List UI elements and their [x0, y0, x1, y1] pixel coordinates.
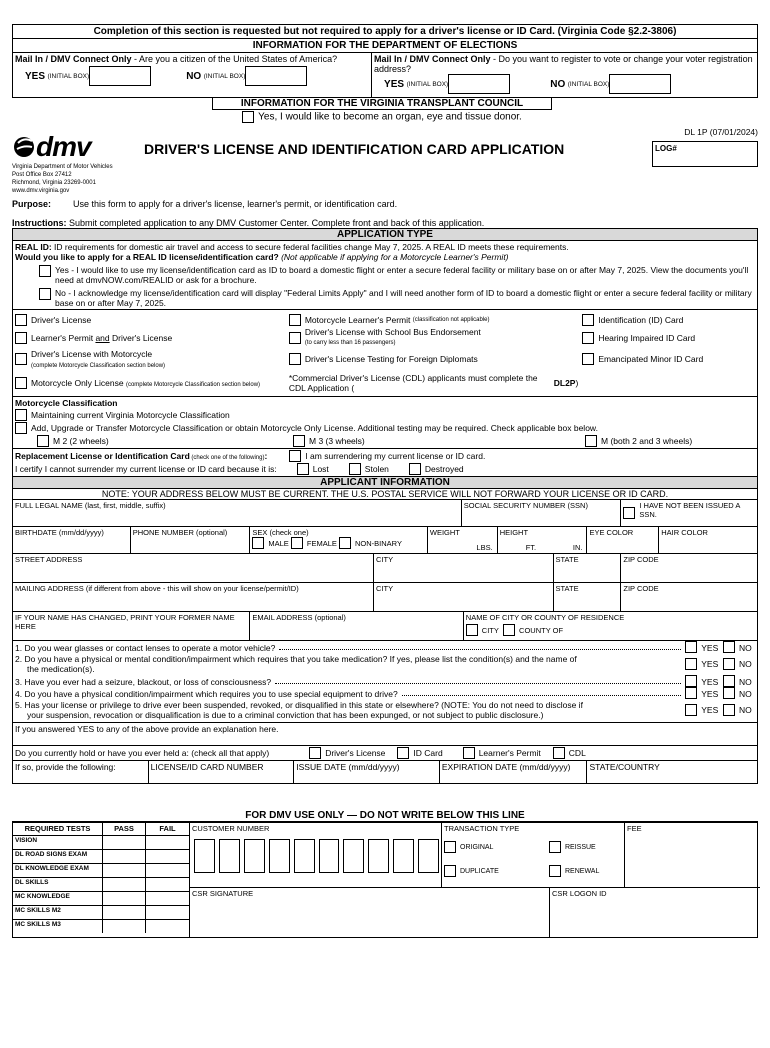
sex-label: SEX (check one): [252, 528, 309, 537]
email-label: EMAIL ADDRESS (optional): [252, 613, 346, 622]
test-fail-cell[interactable]: [146, 920, 189, 933]
original-label: ORIGINAL: [460, 843, 494, 851]
lbs-label: LBS.: [476, 543, 493, 552]
q1-no-checkbox[interactable]: [723, 641, 735, 653]
weight-label: WEIGHT: [429, 528, 460, 537]
applicant-note: NOTE: YOUR ADDRESS BELOW MUST BE CURRENT. THE U.S. POSTAL SERVICE WILL NOT FORWARD YOUR LICENSE OR ID CARD.: [13, 489, 757, 500]
customer-number-boxes[interactable]: [194, 839, 439, 873]
test-pass-cell[interactable]: [103, 864, 146, 877]
question-1: [15, 642, 755, 653]
held-id-checkbox[interactable]: [397, 747, 409, 759]
eye-color-field[interactable]: [587, 527, 659, 553]
realid-no-checkbox[interactable]: [39, 288, 51, 300]
test-dl-skills: DL SKILLS: [13, 878, 103, 891]
m-both-label: M (both 2 and 3 wheels): [601, 436, 693, 446]
question-2-text: 2. Do you have a physical or mental condition/impairment which requires that you take medication? If yes, please list the condition(s) and the name of: [15, 654, 577, 664]
zip-field[interactable]: [621, 554, 757, 582]
realid-no-text: No - I acknowledge my license/identification card will display "Federal Limits Apply" and I will need another form of ID to board a domestic flight or enter a secure federal facility or military base on or after May 7, 2025.: [55, 288, 752, 308]
held-state-field[interactable]: [587, 761, 757, 783]
test-pass-cell[interactable]: [103, 920, 146, 933]
mlp-label: Motorcycle Learner's Permit: [304, 315, 411, 325]
test-pass-cell[interactable]: [103, 836, 146, 849]
digit-box[interactable]: [393, 839, 414, 873]
held-provide-label: If so, provide the following:: [13, 761, 149, 783]
instructions: [12, 218, 758, 228]
street-label: STREET ADDRESS: [15, 555, 83, 564]
test-knowledge: DL KNOWLEDGE EXAM: [13, 864, 103, 877]
no-ssn-label: I HAVE NOT BEEN ISSUED A SSN.: [639, 501, 740, 519]
cdl-note-b: DL2P: [553, 378, 576, 388]
q5-yes-checkbox[interactable]: [685, 704, 697, 716]
cdl-note-a: *Commercial Driver's License (CDL) applicants must complete the CDL Application (: [288, 373, 538, 393]
certify-text: I certify I cannot surrender my current license or ID card because it is:: [15, 464, 277, 474]
application-type-section: [12, 228, 758, 397]
held-question: Do you currently hold or have you ever held a: (check all that apply): [15, 748, 270, 758]
register-yes-label: YES: [384, 78, 405, 90]
ft-label: FT.: [525, 543, 537, 552]
held-expiration-label: EXPIRATION DATE (mm/dd/yyyy): [441, 762, 571, 772]
fee-field[interactable]: [625, 823, 760, 887]
lp-dl-checkbox[interactable]: [15, 332, 27, 344]
test-pass-cell[interactable]: [103, 878, 146, 891]
lp-dl-label-a: Learner's Permit: [31, 333, 96, 343]
realid-info: [13, 241, 757, 309]
question-4-text: 4. Do you have a physical condition/impairment which requires you to use special equipment to drive?: [15, 689, 398, 699]
weight-field[interactable]: [428, 527, 498, 553]
q4-no-checkbox[interactable]: [723, 687, 735, 699]
m2-checkbox[interactable]: [37, 435, 49, 447]
q5-no-label: NO: [739, 705, 752, 715]
surrender-label: I am surrendering my current license or ID card.: [305, 451, 486, 461]
duplicate-label: DUPLICATE: [460, 867, 499, 875]
medical-questions: [13, 641, 757, 722]
test-pass-cell[interactable]: [103, 892, 146, 905]
test-road-signs: DL ROAD SIGNS EXAM: [13, 850, 103, 863]
citizen-yes-label: YES: [25, 70, 46, 82]
lp-dl-label-c: Driver's License: [109, 333, 173, 343]
birthdate-label: BIRTHDATE (mm/dd/yyyy): [15, 528, 104, 537]
q4-no-label: NO: [739, 689, 752, 699]
cdl-note: [289, 371, 578, 395]
form-title: DRIVER'S LICENSE AND IDENTIFICATION CARD APPLICATION: [144, 141, 565, 157]
explanation-field[interactable]: [13, 722, 757, 745]
q4-yes-checkbox[interactable]: [685, 687, 697, 699]
register-question-text: - Do you want to register to vote or change your voter registration address?: [374, 54, 753, 74]
mlp-checkbox[interactable]: [289, 314, 301, 326]
height-field[interactable]: [498, 527, 588, 553]
q3-no-label: NO: [739, 677, 752, 687]
register-no-hint: (INITIAL BOX): [567, 80, 610, 88]
test-pass-cell[interactable]: [103, 850, 146, 863]
emancipated-id-checkbox[interactable]: [582, 353, 594, 365]
moto-section: [12, 397, 758, 449]
citizen-no-label: NO: [186, 70, 202, 82]
renewal-label: RENEWAL: [565, 867, 600, 875]
digit-box[interactable]: [418, 839, 439, 873]
q2-yes-checkbox[interactable]: [685, 658, 697, 670]
original-checkbox[interactable]: [444, 841, 456, 853]
q3-yes-label: YES: [701, 677, 719, 687]
test-fail-cell[interactable]: [146, 850, 189, 863]
hair-color-field[interactable]: [659, 527, 757, 553]
former-name-label: IF YOUR NAME HAS CHANGED, PRINT YOUR FORMER NAME HERE: [15, 613, 235, 631]
m3-label: M 3 (3 wheels): [309, 436, 365, 446]
question-5: [15, 699, 755, 721]
q5-no-checkbox[interactable]: [723, 704, 735, 716]
city-field[interactable]: [374, 554, 554, 582]
question-5-text: 5. Has your license or privilege to drive ever been suspended, revoked, or disqualified in this state or elsewhere? (NOTE: You do not need to disclose if: [15, 700, 583, 710]
citizen-no-initial-box[interactable]: [245, 66, 307, 86]
mailing-field[interactable]: [13, 583, 374, 611]
lost-label: Lost: [312, 464, 329, 474]
address-line-1: Virginia Department of Motor Vehicles: [12, 164, 113, 170]
full-name-field[interactable]: [13, 500, 462, 526]
moto-title: Motorcycle Classification: [15, 398, 118, 408]
moto-only-label: Motorcycle Only License: [31, 378, 124, 388]
state-label: STATE: [555, 555, 579, 564]
question-4: [15, 687, 755, 699]
renewal-checkbox[interactable]: [549, 865, 561, 877]
no-ssn-checkbox[interactable]: [623, 507, 635, 519]
q5-yes-label: YES: [701, 705, 719, 715]
csr-signature-field[interactable]: [190, 888, 550, 937]
residence-county-checkbox[interactable]: [503, 624, 515, 636]
school-bus-label: Driver's License with School Bus Endorsement: [304, 327, 481, 337]
street-field[interactable]: [13, 554, 374, 582]
mailing-city-field[interactable]: [374, 583, 554, 611]
moto-maintain-label: Maintaining current Virginia Motorcycle Classification: [31, 410, 230, 420]
realid-text: ID requirements for domestic air travel and access to secure federal facilities change May 7, 2025. A REAL ID meets these requirements.: [51, 242, 569, 252]
lp-dl-label-b: and: [95, 333, 110, 343]
destroyed-checkbox[interactable]: [409, 463, 421, 475]
nonbinary-checkbox[interactable]: [339, 537, 351, 549]
register-question-bold: Mail In / DMV Connect Only: [374, 54, 491, 64]
diplomat-checkbox[interactable]: [289, 353, 301, 365]
residence-city-checkbox[interactable]: [466, 624, 478, 636]
mailing-state-field[interactable]: [554, 583, 622, 611]
lp-dl-label: [31, 333, 172, 343]
voter-banner: Completion of this section is requested but not required to apply for a driver's license or ID Card. (Virginia Code §2.2-3806): [13, 25, 757, 39]
held-expiration-field[interactable]: [440, 761, 588, 783]
sex-field: [250, 527, 428, 553]
realid-yes-checkbox[interactable]: [39, 265, 51, 277]
digit-box[interactable]: [219, 839, 240, 873]
test-fail-cell[interactable]: [146, 878, 189, 891]
replacement-title-note: (check one of the following): [189, 455, 265, 461]
school-bus-checkbox[interactable]: [289, 332, 301, 344]
m-both-checkbox[interactable]: [585, 435, 597, 447]
held-issue-date-field[interactable]: [294, 761, 440, 783]
zip-label: ZIP CODE: [623, 555, 659, 564]
held-issue-date-label: ISSUE DATE (mm/dd/yyyy): [296, 762, 400, 772]
id-card-label: Identification (ID) Card: [598, 315, 684, 325]
digit-box[interactable]: [244, 839, 265, 873]
question-2-cont: the medication(s).: [27, 664, 95, 674]
test-mc-knowledge: MC KNOWLEDGE: [13, 892, 103, 905]
hearing-id-checkbox[interactable]: [582, 332, 594, 344]
q2-yes-label: YES: [701, 659, 719, 669]
test-fail-cell[interactable]: [146, 906, 189, 919]
residence-city-label: CITY: [481, 625, 499, 635]
dmv-use-section: [12, 810, 758, 938]
transaction-type-label: TRANSACTION TYPE: [444, 824, 520, 833]
citizen-no-hint: (INITIAL BOX): [203, 72, 246, 80]
held-id-label: ID Card: [413, 748, 443, 758]
register-yes-initial-box[interactable]: [448, 74, 510, 94]
full-name-label: FULL LEGAL NAME (last, first, middle, suffix): [15, 501, 166, 510]
phone-field[interactable]: [131, 527, 251, 553]
mailing-label: MAILING ADDRESS (if different from above - this will show on your license/permit/ID): [15, 584, 299, 593]
mlp-note: (classification not applicable): [412, 317, 490, 323]
q4-yes-label: YES: [701, 689, 719, 699]
test-fail-cell[interactable]: [146, 864, 189, 877]
held-cdl-label: CDL: [568, 748, 586, 758]
pass-header: PASS: [103, 823, 146, 835]
female-label: FEMALE: [306, 538, 337, 548]
address-line-3: Richmond, Virginia 23269-0001: [12, 180, 96, 186]
purpose-text: Use this form to apply for a driver's license, learner's permit, or identification card.: [73, 199, 398, 209]
dmv-use-title: FOR DMV USE ONLY — DO NOT WRITE BELOW THIS LINE: [12, 810, 758, 823]
fail-header: FAIL: [159, 824, 176, 833]
address-line-4: www.dmv.virginia.gov: [12, 188, 70, 194]
citizen-yes-initial-box[interactable]: [89, 66, 151, 86]
male-checkbox[interactable]: [252, 537, 264, 549]
csr-signature-label: CSR SIGNATURE: [192, 889, 254, 898]
citizen-yes-hint: (INITIAL BOX): [47, 72, 90, 80]
moto-add-label: Add, Upgrade or Transfer Motorcycle Classification or obtain Motorcycle Only License. Additional testing may be required. Check applicable box below.: [31, 423, 598, 433]
id-card-checkbox[interactable]: [582, 314, 594, 326]
m2-label: M 2 (2 wheels): [53, 436, 109, 446]
question-5-cont: your suspension, revocation or disqualification is due to a criminal conviction that has been expunged, or not subject to public disclosure.): [27, 710, 544, 720]
emancipated-id-label: Emancipated Minor ID Card: [598, 354, 704, 364]
cdl-note-c: ): [575, 378, 579, 388]
test-fail-cell[interactable]: [146, 836, 189, 849]
eye-color-label: EYE COLOR: [589, 528, 634, 537]
log-label: LOG#: [655, 144, 677, 153]
donor-text: Yes, I would like to become an organ, eye and tissue donor.: [258, 111, 522, 123]
female-checkbox[interactable]: [291, 537, 303, 549]
explanation-label: If you answered YES to any of the above provide an explanation here.: [15, 724, 279, 734]
held-lp-checkbox[interactable]: [463, 747, 475, 759]
applicant-section: [12, 477, 758, 746]
digit-box[interactable]: [269, 839, 290, 873]
moto-maintain-checkbox[interactable]: [15, 409, 27, 421]
nonbinary-label: NON-BINARY: [355, 538, 402, 548]
held-license-number-field[interactable]: [149, 761, 295, 783]
email-field[interactable]: [250, 612, 463, 640]
moto-only-checkbox[interactable]: [15, 377, 27, 389]
q3-yes-checkbox[interactable]: [685, 675, 697, 687]
license-type-grid: [13, 309, 757, 396]
height-label: HEIGHT: [499, 528, 529, 537]
dmv-logo-text: dmv: [36, 131, 91, 162]
held-license-number-label: LICENSE/ID CARD NUMBER: [150, 762, 264, 772]
lost-checkbox[interactable]: [297, 463, 309, 475]
dmv-address: [12, 163, 113, 195]
q1-yes-label: YES: [701, 643, 719, 653]
q2-no-checkbox[interactable]: [723, 658, 735, 670]
elections-section: [12, 24, 758, 98]
held-lp-label: Learner's Permit: [478, 748, 541, 758]
applicant-title: APPLICANT INFORMATION: [13, 477, 757, 489]
citizen-question-text: - Are you a citizen of the United States of America?: [131, 54, 338, 64]
surrender-checkbox[interactable]: [289, 450, 301, 462]
dl-moto-note: (complete Motorcycle Classification section below): [31, 363, 166, 369]
phone-label: PHONE NUMBER (optional): [132, 528, 228, 537]
register-no-label: NO: [550, 78, 566, 90]
question-3: [15, 675, 755, 687]
moto-add-checkbox[interactable]: [15, 422, 27, 434]
held-state-label: STATE/COUNTRY: [589, 762, 660, 772]
digit-box[interactable]: [343, 839, 364, 873]
q2-no-label: NO: [739, 659, 752, 669]
fee-label: FEE: [627, 824, 642, 833]
test-pass-cell[interactable]: [103, 906, 146, 919]
dl-checkbox[interactable]: [15, 314, 27, 326]
held-dl-label: Driver's License: [325, 748, 386, 758]
held-license-section: [12, 746, 758, 784]
residence-county-label: COUNTY OF: [519, 625, 564, 635]
log-box[interactable]: [652, 141, 758, 167]
citizen-question: [13, 53, 372, 97]
transplant-title: INFORMATION FOR THE VIRGINIA TRANSPLANT COUNCIL: [212, 98, 552, 110]
realid-question-note: (Not applicable if applying for a Motorcycle Learner's Permit): [278, 252, 509, 262]
digit-box[interactable]: [319, 839, 340, 873]
in-label: IN.: [572, 543, 583, 552]
realid-yes-text: Yes - I would like to use my license/identification card as ID to board a domestic flight or enter a secure federal facility or military base on or after May 7, 2025. View the documents you'll need at dmvNOW.com/REALID or ask for a brochure.: [55, 265, 749, 285]
dl-moto-label: Driver's License with Motorcycle: [31, 349, 153, 359]
realid-label: REAL ID:: [15, 242, 52, 252]
csr-logon-label: CSR LOGON ID: [552, 889, 607, 898]
q1-yes-checkbox[interactable]: [685, 641, 697, 653]
diplomat-label: Driver's License Testing for Foreign Diplomats: [304, 354, 478, 364]
residence-label: NAME OF CITY OR COUNTY OF RESIDENCE: [465, 613, 625, 622]
hair-color-label: HAIR COLOR: [661, 528, 708, 537]
form-id: DL 1P (07/01/2024): [684, 127, 758, 137]
replacement-title-colon: :: [264, 451, 268, 461]
dl-moto-checkbox[interactable]: [15, 353, 27, 365]
reissue-checkbox[interactable]: [549, 841, 561, 853]
replacement-title: [15, 451, 267, 461]
question-2: [15, 653, 755, 675]
replacement-section: [12, 449, 758, 477]
birthdate-field[interactable]: [13, 527, 131, 553]
q3-no-checkbox[interactable]: [723, 675, 735, 687]
stolen-label: Stolen: [364, 464, 389, 474]
held-cdl-checkbox[interactable]: [553, 747, 565, 759]
duplicate-checkbox[interactable]: [444, 865, 456, 877]
dl-label: Driver's License: [31, 315, 92, 325]
purpose-label: Purpose:: [12, 199, 52, 209]
register-question: [372, 53, 757, 97]
held-dl-checkbox[interactable]: [309, 747, 321, 759]
residence-field: [464, 612, 757, 640]
reissue-label: REISSUE: [565, 843, 596, 851]
test-mc-m3: MC SKILLS M3: [13, 920, 103, 933]
mailing-state-label: STATE: [555, 584, 579, 593]
city-label: CITY: [376, 555, 394, 564]
register-yes-hint: (INITIAL BOX): [406, 80, 449, 88]
dmv-logo: [12, 133, 112, 161]
form-header: [12, 123, 758, 213]
mailing-city-label: CITY: [376, 584, 394, 593]
ssn-label: SOCIAL SECURITY NUMBER (SSN): [463, 501, 588, 510]
digit-box[interactable]: [294, 839, 315, 873]
state-field[interactable]: [554, 554, 622, 582]
former-name-field[interactable]: [13, 612, 250, 640]
transaction-type-field: [442, 823, 625, 887]
customer-number-field: [190, 823, 442, 887]
mailing-zip-field[interactable]: [621, 583, 757, 611]
csr-logon-field[interactable]: [550, 888, 760, 937]
donor-checkbox[interactable]: [242, 111, 254, 123]
digit-box[interactable]: [368, 839, 389, 873]
realid-question: Would you like to apply for a REAL ID license/identification card?: [15, 252, 279, 262]
question-3-text: 3. Have you ever had a seizure, blackout, or loss of consciousness?: [15, 677, 272, 687]
mailing-zip-label: ZIP CODE: [623, 584, 659, 593]
address-line-2: Post Office Box 27412: [12, 172, 72, 178]
school-bus-note: (to carry less than 16 passengers): [304, 340, 396, 346]
replacement-title-bold: Replacement License or Identification Card: [15, 451, 190, 461]
q1-no-label: NO: [739, 643, 752, 653]
req-tests-header: REQUIRED TESTS: [13, 823, 103, 835]
digit-box[interactable]: [194, 839, 215, 873]
required-tests-table: [13, 823, 190, 937]
question-1-text: 1. Do you wear glasses or contact lenses to operate a motor vehicle?: [15, 643, 276, 653]
instructions-label: Instructions:: [12, 218, 67, 228]
register-no-initial-box[interactable]: [609, 74, 671, 94]
application-type-title: APPLICATION TYPE: [13, 229, 757, 241]
citizen-question-bold: Mail In / DMV Connect Only: [15, 54, 132, 64]
test-vision: VISION: [13, 836, 103, 849]
elections-title: INFORMATION FOR THE DEPARTMENT OF ELECTIONS: [13, 39, 757, 53]
no-ssn: [621, 500, 757, 526]
transplant-section: [212, 98, 552, 123]
hearing-id-label: Hearing Impaired ID Card: [598, 333, 696, 343]
test-fail-cell[interactable]: [146, 892, 189, 905]
male-label: MALE: [268, 538, 289, 548]
stolen-checkbox[interactable]: [349, 463, 361, 475]
test-mc-m2: MC SKILLS M2: [13, 906, 103, 919]
purpose: [12, 199, 397, 209]
moto-only-note: (complete Motorcycle Classification section below): [125, 382, 261, 388]
instructions-text: Submit completed application to any DMV Customer Center. Complete front and back of this application.: [69, 218, 485, 228]
destroyed-label: Destroyed: [424, 464, 464, 474]
customer-number-label: CUSTOMER NUMBER: [192, 824, 270, 833]
m3-checkbox[interactable]: [293, 435, 305, 447]
ssn-field[interactable]: [462, 500, 622, 526]
